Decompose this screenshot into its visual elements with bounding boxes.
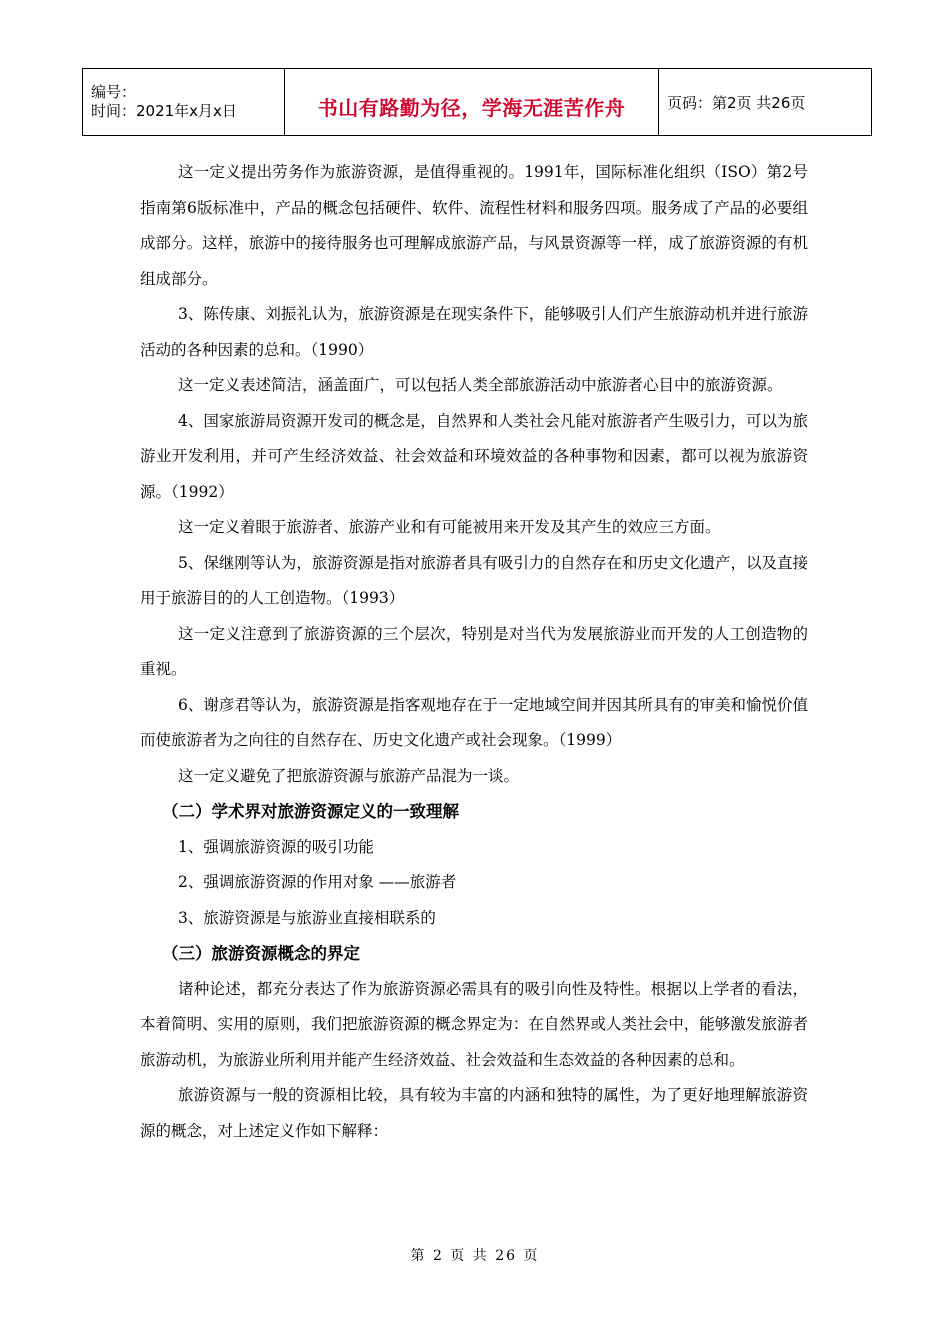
section-heading: （二）学术界对旅游资源定义的一致理解 xyxy=(162,802,459,821)
paragraph: 4、国家旅游局资源开发司的概念是，自然界和人类社会凡能对旅游者产生吸引力，可以为旅游业开发利用，并可产生经济效益、社会效益和环境效益的各种事物和因素，都可以视为旅游资源。（1992） xyxy=(140,411,808,501)
list-item: 3、旅游资源是与旅游业直接相联系的 xyxy=(178,908,436,927)
header-page-number: 页码：第2页 共26页 xyxy=(667,93,806,112)
section-heading: （三）旅游资源概念的界定 xyxy=(162,944,360,963)
header-motto: 书山有路勤为径，学海无涯苦作舟 xyxy=(317,95,626,120)
list-item: 2、强调旅游资源的作用对象 ——旅游者 xyxy=(178,873,457,891)
document-number-label: 编号： xyxy=(91,83,137,101)
paragraph: 诸种论述，都充分表达了作为旅游资源必需具有的吸引向性及特性。根据以上学者的看法，本着简明、实用的原则，我们把旅游资源的概念界定为：在自然界或人类社会中，能够激发旅游者旅游动机，为旅游业所利用并能产生经济效益、社会效益和生态效益的各种因素的总和。 xyxy=(140,979,808,1069)
page-footer: 第 2 页 共 26 页 xyxy=(410,1248,540,1264)
page-header xyxy=(82,68,872,136)
header-meta-cell xyxy=(83,69,285,136)
paragraph: 这一定义避免了把旅游资源与旅游产品混为一谈。 xyxy=(178,766,520,785)
header-motto-cell xyxy=(285,69,659,136)
paragraph: 这一定义表述简洁，涵盖面广，可以包括人类全部旅游活动中旅游者心目中的旅游资源。 xyxy=(178,376,783,394)
paragraph: 这一定义注意到了旅游资源的三个层次，特别是对当代为发展旅游业而开发的人工创造物的重视。 xyxy=(140,624,808,678)
paragraph: 这一定义着眼于旅游者、旅游产业和有可能被用来开发及其产生的效应三方面。 xyxy=(178,518,721,536)
paragraph: 这一定义提出劳务作为旅游资源，是值得重视的。1991年，国际标准化组织（ISO）第2号指南第6版标准中，产品的概念包括硬件、软件、流程性材料和服务四项。服务成了产品的必要组成部分。这样，旅游中的接待服务也可理解成旅游产品，与风景资源等一样，成了旅游资源的有机组成部分。 xyxy=(140,163,808,288)
paragraph: 旅游资源与一般的资源相比较，具有较为丰富的内涵和独特的属性，为了更好地理解旅游资源的概念，对上述定义作如下解释： xyxy=(140,1086,808,1140)
paragraph: 5、保继刚等认为，旅游资源是指对旅游者具有吸引力的自然存在和历史文化遗产，以及直接用于旅游目的的人工创造物。（1993） xyxy=(140,553,808,607)
paragraph: 3、陈传康、刘振礼认为，旅游资源是在现实条件下，能够吸引人们产生旅游动机并进行旅游活动的各种因素的总和。（1990） xyxy=(140,305,808,359)
list-item: 1、强调旅游资源的吸引功能 xyxy=(178,837,374,856)
header-page-cell xyxy=(659,69,872,136)
document-date-label: 时间：2021年x月x日 xyxy=(91,102,237,120)
paragraph: 6、谢彦君等认为，旅游资源是指客观地存在于一定地域空间并因其所具有的审美和愉悦价值而使旅游者为之向往的自然存在、历史文化遗产或社会现象。（1999） xyxy=(140,695,808,749)
document-body xyxy=(140,155,808,1149)
